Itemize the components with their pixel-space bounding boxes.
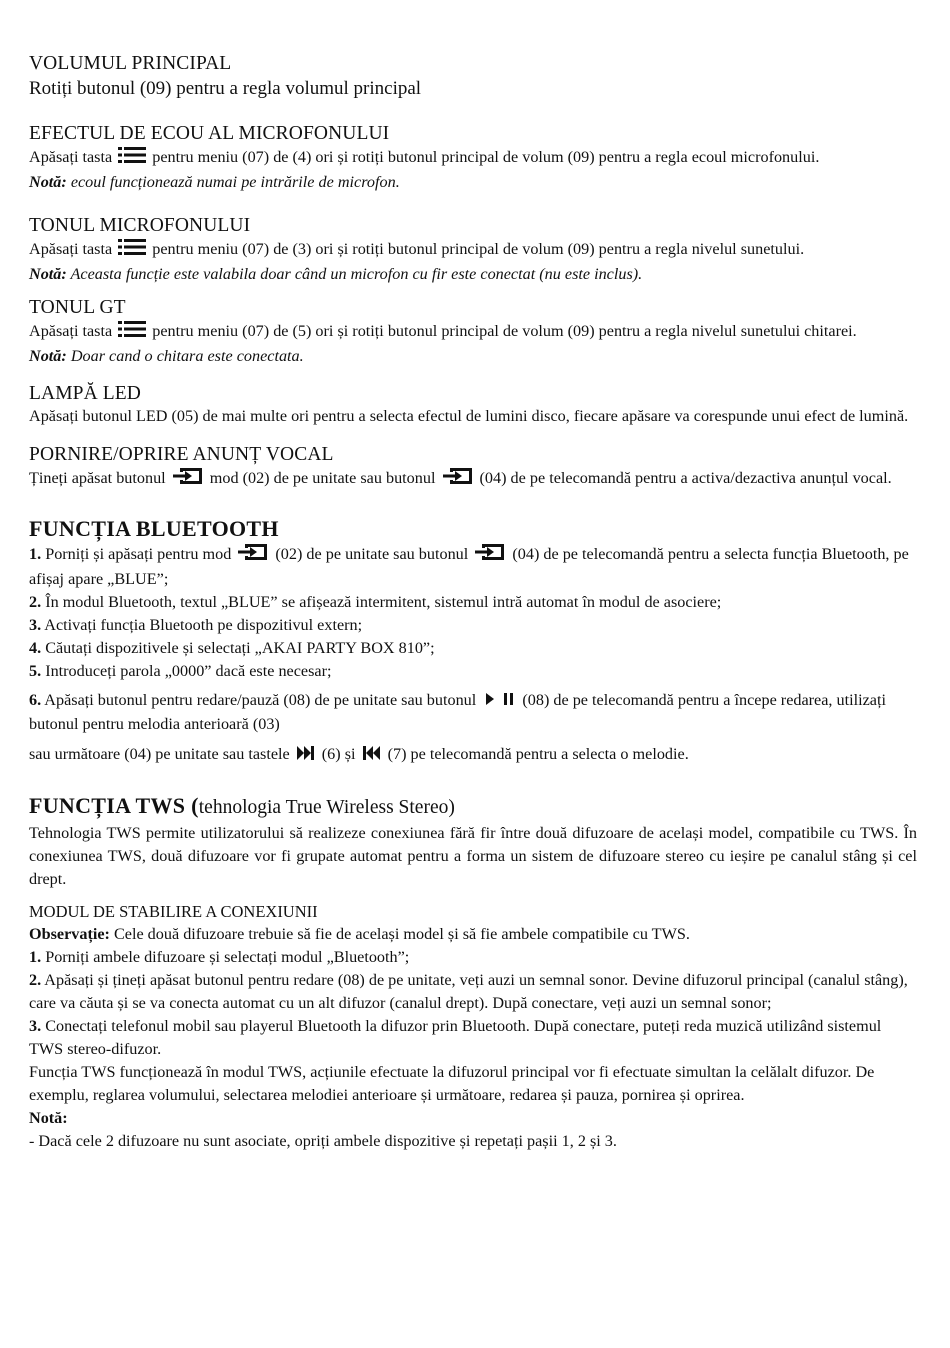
source-input-icon	[442, 467, 474, 491]
gt-tone-title: TONUL GT	[29, 297, 126, 318]
mic-tone-note-label: Notă:	[29, 265, 67, 283]
bt-step-6-a: Apăsați butonul pentru redare/pauză (08) de pe unitate sau butonul	[44, 691, 477, 709]
gt-tone-note-label: Notă:	[29, 347, 67, 365]
echo-title: EFECTUL DE ECOU AL MICROFONULUI	[29, 123, 390, 144]
tws-step-2	[29, 969, 917, 1015]
gt-tone-note-text: Doar cand o chitara este conectata.	[70, 347, 304, 365]
bt-step-6-e: (7) pe telecomandă pentru a selecta o melodie.	[387, 745, 689, 763]
tws-step-1	[29, 946, 917, 969]
tws-observation	[29, 923, 917, 946]
tws-note-text: - Dacă cele 2 difuzoare nu sunt asociate, opriți ambele dispozitive și repetați pașii 1, 2 și 3.	[29, 1132, 617, 1150]
bt-step-1-a: Porniți și apăsați pentru mod	[45, 545, 232, 563]
document-page	[29, 52, 917, 1153]
tws-intro: Tehnologia TWS permite utilizatorului să realizeze conexiunea fără fir între două difuzoare de același model, compatibile cu TWS. În conexiunea TWS, două difuzoare vor fi grupate automat pentru a forma un sistem de difuzoare stereo cu ieșire pe canalul stâng și cel drept.	[29, 824, 917, 888]
tws-paragraph: Funcția TWS funcționează în modul TWS, acțiunile efectuate la difuzorul principal vor fi efectuate simultan la celălalt difuzor. De exemplu, reglarea volumului, selectarea melodiei anterioare și următoare, redarea și pauza, pornirea și oprirea.	[29, 1063, 875, 1104]
echo-note	[29, 171, 917, 194]
bluetooth-step-6-cont	[29, 743, 917, 768]
step-number: 1.	[29, 948, 42, 966]
echo-text	[29, 146, 917, 171]
bluetooth-step-3	[29, 614, 917, 637]
step-number: 1.	[29, 545, 42, 563]
menu-icon	[118, 238, 146, 263]
play-pause-icon	[482, 691, 516, 713]
source-input-icon	[237, 543, 269, 568]
menu-icon	[118, 320, 146, 345]
source-input-icon	[474, 543, 506, 568]
step-number: 5.	[29, 662, 42, 680]
mic-tone-text	[29, 238, 917, 263]
led-text: Apăsați butonul LED (05) de mai multe ori pentru a selecta efectul de lumini disco, fiecare apăsare va corespunde unui efect de lumină.	[29, 407, 909, 425]
voice-prompt-text-c: (04) de pe telecomandă pentru a activa/dezactiva anunțul vocal.	[479, 469, 892, 487]
bt-step-2-text: În modul Bluetooth, textul „BLUE” se afișează intermitent, sistemul intră automat în modul de asociere;	[45, 593, 722, 611]
tws-step-3	[29, 1015, 917, 1061]
tws-title	[29, 792, 917, 822]
tws-title-rest: tehnologia True Wireless Stereo)	[198, 797, 455, 818]
bt-step-1-b: (02) de pe unitate sau butonul	[275, 545, 469, 563]
tws-subtitle: MODUL DE STABILIRE A CONEXIUNII	[29, 902, 318, 921]
mic-tone-text-b: pentru meniu (07) de (3) ori și rotiți butonul principal de volum (09) pentru a regla nivelul sunetului.	[152, 240, 805, 258]
tws-step-2-text: Apăsați și țineți apăsat butonul pentru redare (08) de pe unitate, veți auzi un semnal sonor. Devine difuzorul principal (canalul stâng), care va căuta și se va conecta automat cu un alt difuzor (canalul drept). După conectare, veți auzi un semnal sonor;	[29, 971, 908, 1012]
previous-track-icon	[362, 745, 382, 768]
bt-step-6-b: (08) de pe telecomandă pentru a începe redarea, utilizați butonul pentru melodia anterioară (03)	[29, 691, 886, 733]
source-input-icon	[172, 467, 204, 491]
volume-text: Rotiți butonul (09) pentru a regla volumul principal	[29, 78, 422, 99]
next-track-icon	[296, 745, 316, 768]
mic-tone-title: TONUL MICROFONULUI	[29, 215, 251, 236]
bt-step-4-text: Căutați dispozitivele și selectați „AKAI PARTY BOX 810”;	[45, 639, 435, 657]
gt-tone-text-b: pentru meniu (07) de (5) ori și rotiți butonul principal de volum (09) pentru a regla nivelul sunetului chitarei.	[152, 322, 857, 340]
tws-step-1-text: Porniți ambele difuzoare și selectați modul „Bluetooth”;	[45, 948, 410, 966]
tws-step-3-text: Conectați telefonul mobil sau playerul Bluetooth la difuzor prin Bluetooth. După conectare, puteți reda muzică utilizând sistemul TWS stereo-difuzor.	[29, 1017, 882, 1058]
step-number: 4.	[29, 639, 42, 657]
step-number: 6.	[29, 691, 42, 709]
bluetooth-title: FUNCȚIA BLUETOOTH	[29, 516, 279, 541]
bluetooth-step-5	[29, 660, 917, 683]
echo-text-a: Apăsați tasta	[29, 148, 113, 166]
bluetooth-step-1	[29, 543, 917, 591]
step-number: 2.	[29, 593, 42, 611]
bluetooth-step-6	[29, 689, 917, 735]
bt-step-6-c: sau următoare (04) pe unitate sau tastele	[29, 745, 290, 763]
echo-note-label: Notă:	[29, 173, 67, 191]
bt-step-1-c: (04) de pe telecomandă pentru a selecta funcția Bluetooth, pe afișaj apare „BLUE”;	[29, 545, 909, 588]
tws-note-label: Notă:	[29, 1109, 68, 1127]
gt-tone-text-a: Apăsați tasta	[29, 322, 113, 340]
gt-tone-note	[29, 345, 917, 368]
step-number: 3.	[29, 1017, 42, 1035]
bluetooth-step-2	[29, 591, 917, 614]
bt-step-6-d: (6) și	[321, 745, 356, 763]
voice-prompt-text	[29, 467, 917, 491]
bluetooth-step-4	[29, 637, 917, 660]
menu-icon	[118, 146, 146, 171]
step-number: 2.	[29, 971, 42, 989]
tws-title-main: FUNCȚIA TWS (	[29, 793, 199, 818]
mic-tone-text-a: Apăsați tasta	[29, 240, 113, 258]
bt-step-3-text: Activați funcția Bluetooth pe dispozitivul extern;	[44, 616, 363, 634]
echo-text-b: pentru meniu (07) de (4) ori și rotiți butonul principal de volum (09) pentru a regla ecoul microfonului.	[152, 148, 820, 166]
mic-tone-note-text: Aceasta funcție este valabila doar când un microfon cu fir este conectat (nu este inclus).	[70, 265, 643, 283]
volume-title: VOLUMUL PRINCIPAL	[29, 53, 232, 74]
led-title: LAMPĂ LED	[29, 383, 141, 404]
voice-prompt-text-b: mod (02) de pe unitate sau butonul	[209, 469, 436, 487]
mic-tone-note	[29, 263, 917, 286]
gt-tone-text	[29, 320, 917, 345]
bt-step-5-text: Introduceți parola „0000” dacă este necesar;	[45, 662, 332, 680]
voice-prompt-text-a: Țineți apăsat butonul	[29, 469, 166, 487]
step-number: 3.	[29, 616, 42, 634]
echo-note-text: ecoul funcționează numai pe intrările de microfon.	[70, 173, 400, 191]
voice-prompt-title: PORNIRE/OPRIRE ANUNȚ VOCAL	[29, 444, 334, 465]
tws-obs-label: Observație:	[29, 925, 110, 943]
tws-obs-text: Cele două difuzoare trebuie să fie de același model și să fie ambele compatibile cu TWS.	[113, 925, 690, 943]
